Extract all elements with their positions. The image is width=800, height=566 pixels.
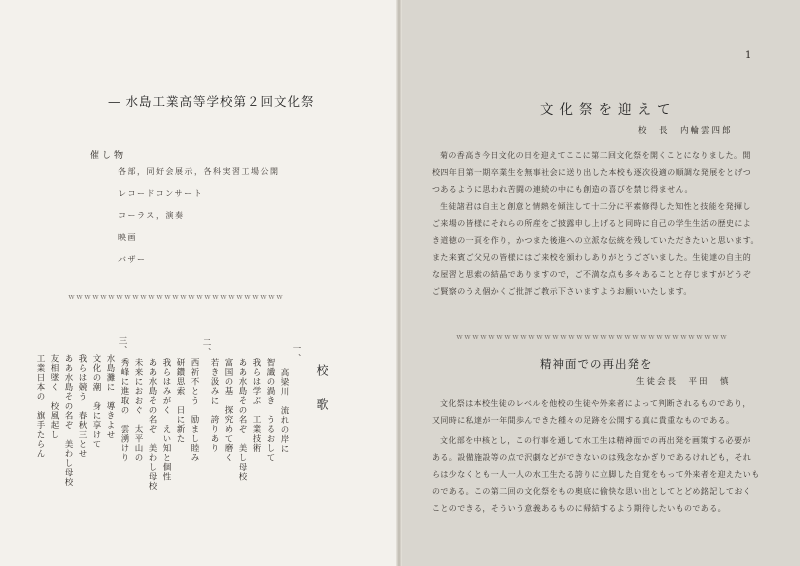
verse-line: 水島灘に 導きよせ [105, 354, 115, 440]
article-line: な屋習と思索の結晶でありますので，ご不満な点も多々あることと存じますがどうぞ [432, 270, 752, 279]
verse-line: ああ水島その名ぞ 美わし母校 [63, 354, 73, 487]
verse-line: 工業日本の 旗手たらん [35, 354, 45, 459]
verse-line: 友相墜く 校風起し [49, 354, 59, 440]
article-line: 菊の香高き今日文化の日を迎えてここに第二回文化祭を開くことになりました。開 [440, 151, 751, 160]
article-line: き道徳の一頁を作り，かつまた後進への立派な伝統を残していただきたいと思います。 [432, 236, 759, 245]
school-song-title: 校歌 [315, 364, 329, 432]
article-line: つあるように思われ苦闘の連続の中にも創造の喜びを禁じ得ません。 [432, 185, 693, 194]
section-line: 又同時に私達が一年間歩んできた種々の足跡を公開する真に貴重なものである。 [432, 416, 735, 425]
article-line: ご来場の皆様にそれらの所産をご披露申し上げると同時に自己の学生生活の歴史によ [432, 219, 752, 228]
verse-line: 高梁川 流れの岸に [279, 368, 289, 454]
article-author: 校 長 内輪雲四郎 [638, 126, 733, 136]
book-gutter [396, 0, 402, 566]
verse-3-number: 三、 [117, 336, 127, 355]
verse-line: 我らは学ぶ 工業技術 [251, 358, 261, 453]
page-number: 1 [745, 50, 752, 61]
verse-line: 我らはみがく えい知と個性 [161, 358, 171, 482]
section-line: のである。この第二回の文化祭をもの奥底に偷快な思い出としてとどめ銘記しておく [432, 487, 752, 496]
event-title-dash: — [108, 94, 122, 109]
verse-2-number: 二、 [201, 338, 211, 357]
section-line: 文化祭は本校生徒のレベルを他校の生徒や外来者によって判断されるものであり， [440, 399, 751, 408]
verse-line: 我らは競う 春秋三とせ [77, 354, 87, 459]
left-divider: ｗｗｗｗｗｗｗｗｗｗｗｗｗｗｗｗｗｗｗｗｗｗｗｗｗｗｗ [68, 293, 284, 301]
program-item-record-concert: レコードコンサート [118, 189, 204, 198]
section-title: 精神面での再出発を [540, 357, 653, 371]
event-title-text: 水島工業高等学校第２回文化祭 [125, 94, 315, 109]
article-line: ご賢察のうえ個かくご批評ご教示下さいますようお願いいたします。 [432, 287, 692, 296]
article-line: 生徒諸君は自主と創意と情熱を傾注して十二分に平素修得した知性と技能を発揮し [440, 202, 751, 211]
section-line: 文化部を中核とし，この行事を通して水工生は精神面での再出発を画策する必要が [440, 436, 751, 445]
verse-line: 文化の潮 身に享けて [91, 354, 101, 449]
article-line: 校四年目第一期卒業生を無事社会に送り出した本校も逐次役適の順調な発展をとげつ [432, 168, 752, 177]
program-heading: 催し物 [90, 151, 127, 161]
article-line: また来賓ご父兄の皆様にはご来校を頒わしありがとうございました。生徒達の自主的 [432, 253, 752, 262]
program-item-movie: 映画 [118, 233, 137, 242]
event-title [108, 92, 315, 110]
verse-1-number: 一、 [291, 344, 301, 363]
left-page [0, 0, 398, 566]
verse-line: 研鑽思索 日に新た [175, 358, 185, 444]
program-item-exhibits: 各部，同好会展示，各科実習工場公開 [118, 167, 280, 176]
section-line: ある。設備施設等の点で沢劇などができないのは残念なかぎりであるけれども，それ [432, 453, 752, 462]
verse-line: 秀峰に進取の 雲湧けり [119, 358, 129, 463]
program-item-bazaar: バザー [118, 255, 147, 264]
verse-line: ああ水島その名ぞ 美わし母校 [147, 358, 157, 491]
article-title: 文化祭を迎えて [540, 102, 677, 118]
verse-line: 智識の渦き うるおして [265, 358, 275, 463]
verse-line: 若き汲みに 誇りあり [209, 358, 219, 453]
verse-line: 未来におおぐ 太平山の [133, 358, 143, 463]
verse-line: ああ水島その名ぞ 美し母校 [237, 358, 247, 482]
section-author: 生徒会長 平田 慎 [636, 377, 731, 387]
verse-line: 西祈不とう 励まし睦み [189, 358, 199, 463]
verse-line: 富国の基 探究めて磨く [223, 358, 233, 463]
section-line: ことのできる，そういう意義あるものに帰結するよう期待したいものである。 [432, 504, 726, 513]
right-divider: ｗｗｗｗｗｗｗｗｗｗｗｗｗｗｗｗｗｗｗｗｗｗｗｗｗｗｗｗｗｗｗｗｗｗ [456, 333, 728, 341]
program-item-chorus: コーラス，演奏 [118, 211, 185, 220]
section-line: らは少なくとも一人一人の水工生たる誇りに立脚した自覚をもって外来者を迎えたいも [432, 470, 760, 479]
